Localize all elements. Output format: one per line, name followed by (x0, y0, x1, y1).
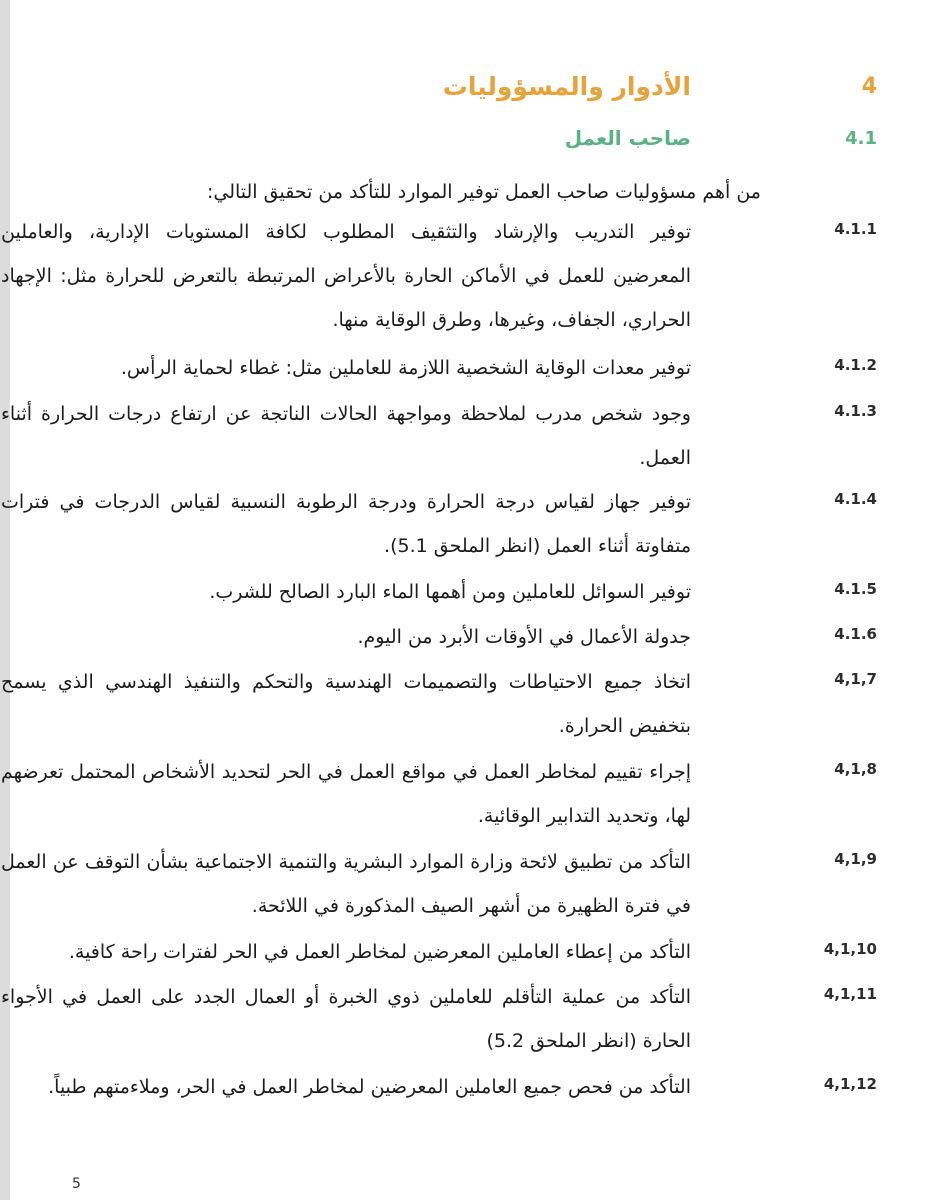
list-item (77, 615, 877, 659)
item-text: التأكد من فحص جميع العاملين المعرضين لمخاطر العمل في الحر، وملاءمتهم طبياً. (48, 1076, 691, 1098)
list-item (77, 570, 877, 614)
item-text: توفير التدريب والإرشاد والتثقيف المطلوب لكافة المستويات الإدارية، والعاملين المعرضين للعمل في الأماكن الحارة بالأعراض المرتبطة بالتعرض للحرارة مثل: الإجهاد الحراري، الجفاف، وغيرها، وطرق الوقاية منها. (1, 221, 691, 331)
section-number: 4 (861, 74, 877, 99)
item-text: التأكد من إعطاء العاملين المعرضين لمخاطر العمل في الحر لفترات راحة كافية. (68, 941, 691, 963)
item-number: 4.1.4 (834, 490, 877, 508)
item-text: التأكد من عملية التأقلم للعاملين ذوي الخبرة أو العمال الجدد على العمل في الأجواء الحارة (انظر الملحق 5.2) (1, 986, 691, 1052)
item-text: جدولة الأعمال في الأوقات الأبرد من اليوم. (357, 626, 691, 648)
list-item (1, 480, 877, 568)
item-number: 4,1,10 (823, 940, 877, 958)
item-number: 4,1,12 (823, 1075, 877, 1093)
item-text: التأكد من تطبيق لائحة وزارة الموارد البشرية والتنمية الاجتماعية بشأن التوقف عن العمل في فترة الظهيرة من أشهر الصيف المذكورة في اللائحة. (1, 851, 691, 917)
list-item (1, 660, 877, 748)
item-text: اتخاذ جميع الاحتياطات والتصميمات الهندسية والتحكم والتنفيذ الهندسي الذي يسمح بتخفيض الحرارة. (1, 671, 691, 737)
list-item (1, 210, 877, 342)
page-number: 5 (72, 1176, 81, 1192)
list-item (68, 930, 877, 974)
item-text: وجود شخص مدرب لملاحظة ومواجهة الحالات الناتجة عن ارتفاع درجات الحرارة أثناء العمل. (1, 403, 691, 469)
item-text: توفير جهاز لقياس درجة الحرارة ودرجة الرطوبة النسبية لقياس الدرجات في فترات متفاوتة أثناء العمل (انظر الملحق 5.1). (1, 491, 691, 557)
intro-paragraph: من أهم مسؤوليات صاحب العمل توفير الموارد للتأكد من تحقيق التالي: (206, 181, 761, 203)
item-text: توفير السوائل للعاملين ومن أهمها الماء البارد الصالح للشرب. (209, 581, 691, 603)
list-item (48, 1065, 877, 1109)
item-number: 4,1,9 (834, 850, 877, 868)
item-text: إجراء تقييم لمخاطر العمل في مواقع العمل في الحر لتحديد الأشخاص المحتمل تعرضهم لها، وتحديد التدابير الوقائية. (1, 761, 691, 827)
list-item (1, 750, 877, 838)
item-number: 4,1,11 (823, 985, 877, 1003)
item-number: 4.1.2 (834, 356, 877, 374)
item-text: توفير معدات الوقاية الشخصية اللازمة للعاملين مثل: غطاء لحماية الرأس. (120, 357, 691, 379)
list-item (1, 975, 877, 1063)
item-number: 4.1.6 (834, 625, 877, 643)
section-heading (77, 70, 877, 110)
document-page (1, 0, 947, 1200)
item-number: 4.1.3 (834, 402, 877, 420)
item-number: 4.1.5 (834, 580, 877, 598)
item-number: 4.1.1 (834, 220, 877, 238)
subsection-number: 4.1 (845, 128, 877, 149)
item-number: 4,1,8 (834, 760, 877, 778)
list-item (1, 392, 877, 480)
section-title: الأدوار والمسؤوليات (442, 72, 691, 101)
subsection-heading (77, 124, 877, 158)
subsection-title: صاحب العمل (564, 126, 691, 150)
list-item (1, 840, 877, 928)
item-number: 4,1,7 (834, 670, 877, 688)
list-item (77, 346, 877, 390)
